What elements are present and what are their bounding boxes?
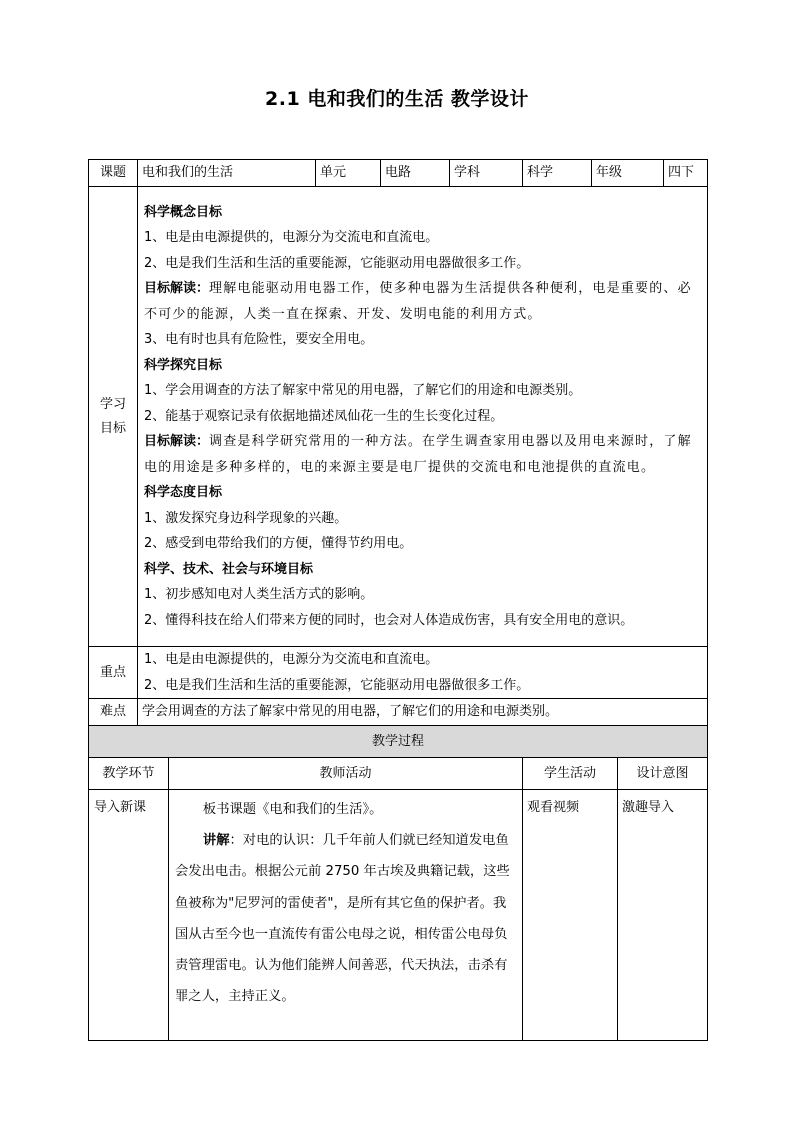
topic-label: 课题 bbox=[89, 160, 138, 187]
inquiry-heading: 科学探究目标 bbox=[144, 357, 223, 373]
topic-value: 电和我们的生活 bbox=[138, 160, 316, 187]
key-point-1: 1、电是由电源提供的，电源分为交流电和直流电。 bbox=[144, 652, 439, 667]
concept-interp-text: 理解电能驱动用电器工作，使多种电器为生活提供各种便利，电是重要的、必不可少的能源，人类一直在探索、开发、发明电能的利用方式。 bbox=[144, 281, 692, 322]
sts-item-1: 1、初步感知电对人类生活方式的影响。 bbox=[144, 587, 374, 603]
grade-label: 年级 bbox=[592, 160, 664, 187]
process-row bbox=[89, 790, 708, 1041]
difficulty-row bbox=[89, 699, 708, 726]
difficulty-text: 学会用调查的方法了解家中常见的用电器，了解它们的用途和电源类别。 bbox=[138, 699, 708, 726]
concept-interpretation bbox=[142, 276, 703, 327]
attitude-item-1: 1、激发探究身边科学现象的兴趣。 bbox=[144, 510, 348, 526]
inquiry-interpretation bbox=[142, 429, 703, 480]
column-header-stage: 教学环节 bbox=[89, 758, 169, 790]
inquiry-interp-label: 目标解读： bbox=[144, 434, 210, 450]
key-point-2: 2、电是我们生活和生活的重要能源，它能驱动用电器做很多工作。 bbox=[144, 677, 530, 693]
inquiry-item-1: 1、学会用调查的方法了解家中常见的用电器，了解它们的用途和电源类别。 bbox=[144, 383, 582, 399]
student-activity-cell: 观看视频 bbox=[523, 790, 618, 1041]
objectives-label bbox=[89, 187, 138, 647]
sts-heading: 科学、技术、社会与环境目标 bbox=[144, 561, 314, 577]
process-columns-row bbox=[89, 758, 708, 790]
column-header-teacher: 教师活动 bbox=[169, 758, 523, 790]
teacher-activity-cell bbox=[169, 790, 523, 1041]
teacher-activity-explanation bbox=[175, 825, 516, 1012]
inquiry-interp-text: 调查是科学研究常用的一种方法。在学生调查家用电器以及用电来源时，了解电的用途是多种多样的，电的来源主要是电厂提供的交流电和电池提供的直流电。 bbox=[144, 434, 692, 475]
concept-item-1: 1、电是由电源提供的，电源分为交流电和直流电。 bbox=[144, 230, 439, 246]
attitude-heading: 科学态度目标 bbox=[144, 485, 223, 501]
sts-item-2: 2、懂得科技在给人们带来方便的同时，也会对人体造成伤害，具有安全用电的意识。 bbox=[144, 612, 634, 628]
header-row bbox=[89, 160, 708, 187]
objectives-label-line2: 目标 bbox=[99, 420, 126, 436]
concept-interp-label: 目标解读： bbox=[144, 281, 210, 297]
process-heading: 教学过程 bbox=[89, 726, 708, 758]
column-header-intent: 设计意图 bbox=[618, 758, 708, 790]
key-points-content bbox=[138, 647, 708, 699]
teacher-activity-rest: ：对电的认识：几千年前人们就已经知道发电鱼会发出电击。根据公元前 2750 年古埃及典籍记载，这些鱼被称为"尼罗河的雷使者"，是所有其它鱼的保护者。我国从古至今也一直流传有雷公电母之说，相传雷公电母负责管理雷电。认为他们能辨人间善恶，代天执法，击杀有罪之人，主持正义。 bbox=[175, 833, 510, 1005]
process-heading-row bbox=[89, 726, 708, 758]
concept-item-2: 2、电是我们生活和生活的重要能源，它能驱动用电器做很多工作。 bbox=[144, 255, 530, 271]
grade-value: 四下 bbox=[664, 160, 708, 187]
key-points-label: 重点 bbox=[89, 647, 138, 699]
unit-label: 单元 bbox=[316, 160, 381, 187]
key-points-row bbox=[89, 647, 708, 699]
lesson-plan-table bbox=[88, 159, 708, 1041]
column-header-student: 学生活动 bbox=[523, 758, 618, 790]
subject-label: 学科 bbox=[450, 160, 523, 187]
subject-value: 科学 bbox=[523, 160, 592, 187]
objectives-label-line1: 学习 bbox=[99, 396, 126, 412]
difficulty-label: 难点 bbox=[89, 699, 138, 726]
inquiry-item-2: 2、能基于观察记录有依据地描述凤仙花一生的生长变化过程。 bbox=[144, 408, 504, 424]
unit-value: 电路 bbox=[381, 160, 450, 187]
design-intent-cell: 激趣导入 bbox=[618, 790, 708, 1041]
stage-cell: 导入新课 bbox=[89, 790, 169, 1041]
teacher-activity-line1: 板书课题《电和我们的生活》。 bbox=[202, 802, 383, 817]
objectives-row bbox=[89, 187, 708, 647]
document-title: 2.1 电和我们的生活 教学设计 bbox=[265, 88, 529, 110]
concept-item-3: 3、电有时也具有危险性，要安全用电。 bbox=[144, 332, 374, 348]
concept-heading: 科学概念目标 bbox=[144, 204, 223, 220]
attitude-item-2: 2、感受到电带给我们的方便，懂得节约用电。 bbox=[144, 536, 413, 552]
objectives-content bbox=[138, 187, 708, 647]
teacher-activity-bold: 讲解 bbox=[202, 833, 230, 849]
